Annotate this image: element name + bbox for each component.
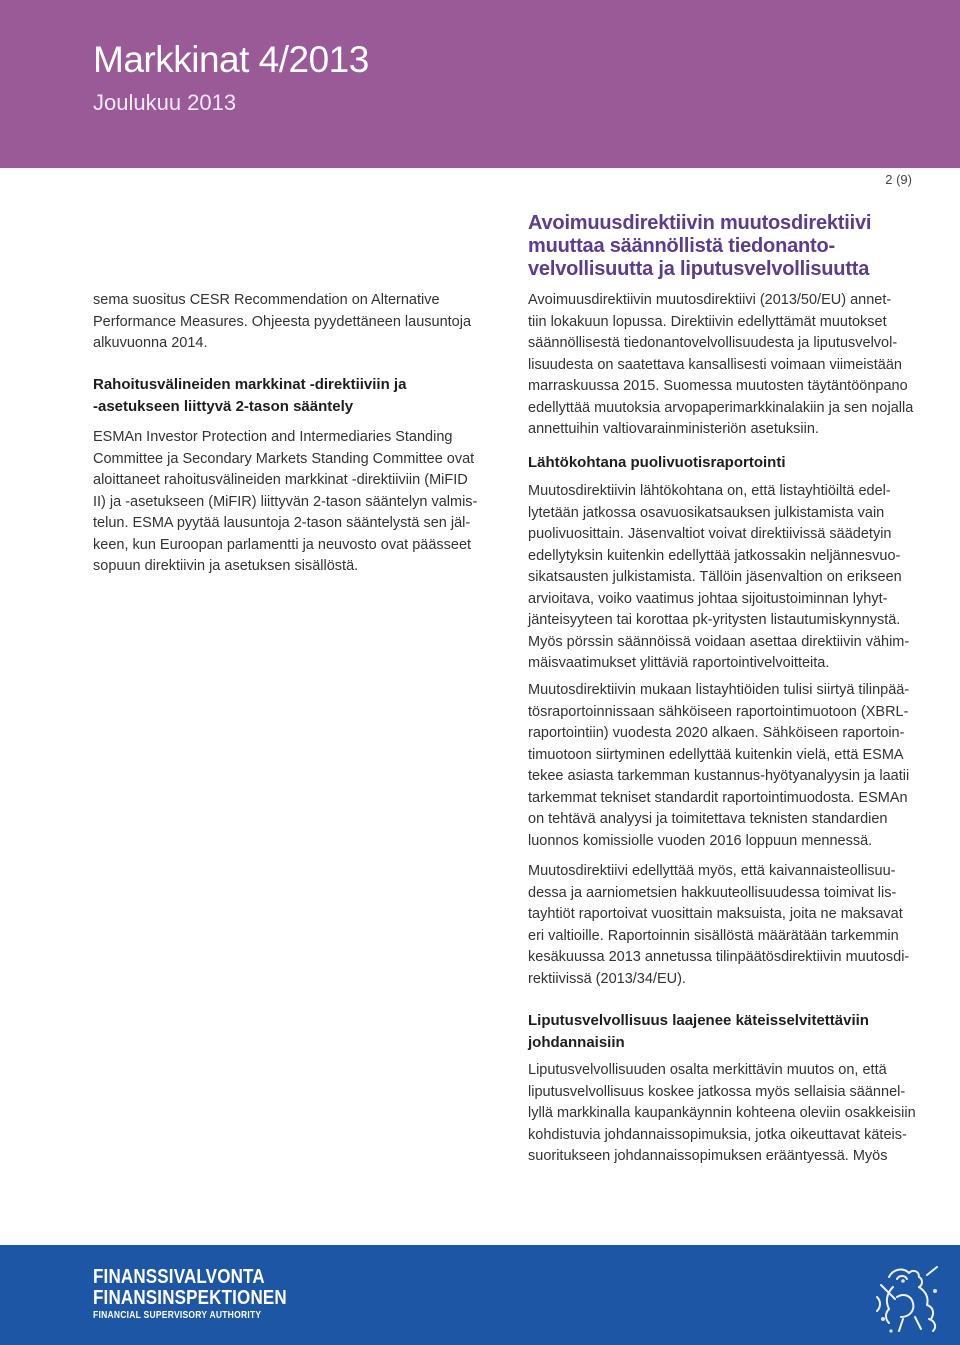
paragraph: Avoimuusdirektiivin muutosdirektiivi (2013/50/EU) annet- tiin lokakuun lopussa. Direktiivin edellyttämät muutokset säännöllisestä tiedonantovelvollisuudesta ja liputusvelvol- lisuudesta on saatettava kansallisesti voimaan viimeistään marraskuussa 2015. Suomessa muutosten täytäntöönpano edellyttää muutoksia arvopaperimarkkinalakiin ja sen nojalla annettuihin valtiovarainministeriön asetuksiin. [528, 292, 914, 437]
document-title: Markkinat 4/2013 [93, 39, 369, 80]
page-footer [0, 1245, 960, 1345]
paragraph: ESMAn Investor Protection and Intermediaries Standing Committee ja Secondary Markets Standing Committee ovat aloittaneet rahoitusvälineiden markkinat -direktiiviin (MiFID II) ja -asetukseen (MiFIR) liittyvän 2-tason sääntelyn valmis- telun. ESMA pyytää lausuntoja 2-tason sääntelystä sen jäl- keen, kun Euroopan parlamentti ja neuvosto ovat päässeet sopuun direktiivin ja asetuksen sisällöstä. [93, 429, 478, 574]
section-heading: Lähtökohtana puolivuotisraportointi [528, 454, 786, 471]
document-date: Joulukuu 2013 [93, 90, 237, 115]
page-header [0, 0, 960, 168]
finanssivalvonta-logo [93, 1267, 321, 1323]
paragraph: Liputusvelvollisuuden osalta merkittävin muutos on, että liputusvelvollisuus koskee jatkossa myös sellaisia säännel- lyllä markkinalla kaupankäynnin kohteena oleviin osakkeisiin kohdistuvia johdannaissopimuksia, jotka oikeuttavat käteis- suoritukseen johdannaissopimuksen erääntyessä. Myös [528, 1062, 916, 1164]
article-heading: Avoimuusdirektiivin muutosdirektiivi muuttaa säännöllistä tiedonanto- velvollisuutta ja liputusvelvollisuutta [528, 212, 872, 280]
lion-emblem-icon [867, 1257, 947, 1337]
section-heading: Liputusvelvollisuus laajenee käteisselvitettäviin johdannaisiin [528, 1012, 869, 1051]
paragraph: Muutosdirektiivi edellyttää myös, että kaivannaisteollisuu- dessa ja aarniometsien hakkuuteollisuudessa toimivat lis- tayhtiöt raportoivat vuosittain maksuista, joita ne maksavat eri valtioille. Raportoinnin sisällöstä määrätään tarkemmin kesäkuussa 2013 annetussa tilinpäätösdirektiivin muutosdi- rektiivissä (2013/34/EU). [528, 863, 910, 987]
paragraph: Muutosdirektiivin lähtökohtana on, että listayhtiöiltä edel- lytetään jatkossa osavuosikatsauksen julkistamista vain puolivuosittain. Jäsenvaltiot voivat direktiivissä säädetyin edellytyksin kuitenkin edellyttää jatkossakin neljännesvuo- sikatsausten julkistamista. Tällöin jäsenvaltion on erikseen arvioitava, voiko vaatimus johtaa sijoitustoiminnan lyhyt- jänteisyyteen tai korottaa pk-yritysten listautumiskynnystä. Myös pörssin säännöissä voidaan asettaa direktiivin vähim- mäisvaatimukset ylittäviä raportointivelvoitteita. [528, 483, 910, 671]
logo-line-fi: FINANSSIVALVONTA [93, 1266, 265, 1288]
paragraph: Muutosdirektiivin mukaan listayhtiöiden tulisi siirtyä tilinpää- tösraportoinnissaan sähköiseen raportointimuotoon (XBRL- raportointiin) vuodesta 2020 alkaen. Sähköiseen raportoin- timuotoon siirtyminen edellyttää kuitenkin vielä, että ESMA tekee asiasta tarkemman kustannus-hyötyanalyysin ja laatii tarkemmat tekniset standardit raportointimuodosta. ESMAn on tehtävä analyysi ja toimitettava teknisten standardien luonnos komissiolle vuoden 2016 loppuun mennessä. [528, 682, 910, 849]
page-number: 2 (9) [885, 172, 912, 187]
section-heading: Rahoitusvälineiden markkinat -direktiiviin ja -asetukseen liittyvä 2-tason sääntely [93, 376, 407, 415]
paragraph: sema suositus CESR Recommendation on Alternative Performance Measures. Ohjeesta pyydettäneen lausuntoja alkuvuonna 2014. [93, 292, 472, 351]
logo-line-en: FINANCIAL SUPERVISORY AUTHORITY [93, 1310, 262, 1321]
logo-line-sv: FINANSINSPEKTIONEN [93, 1287, 287, 1309]
